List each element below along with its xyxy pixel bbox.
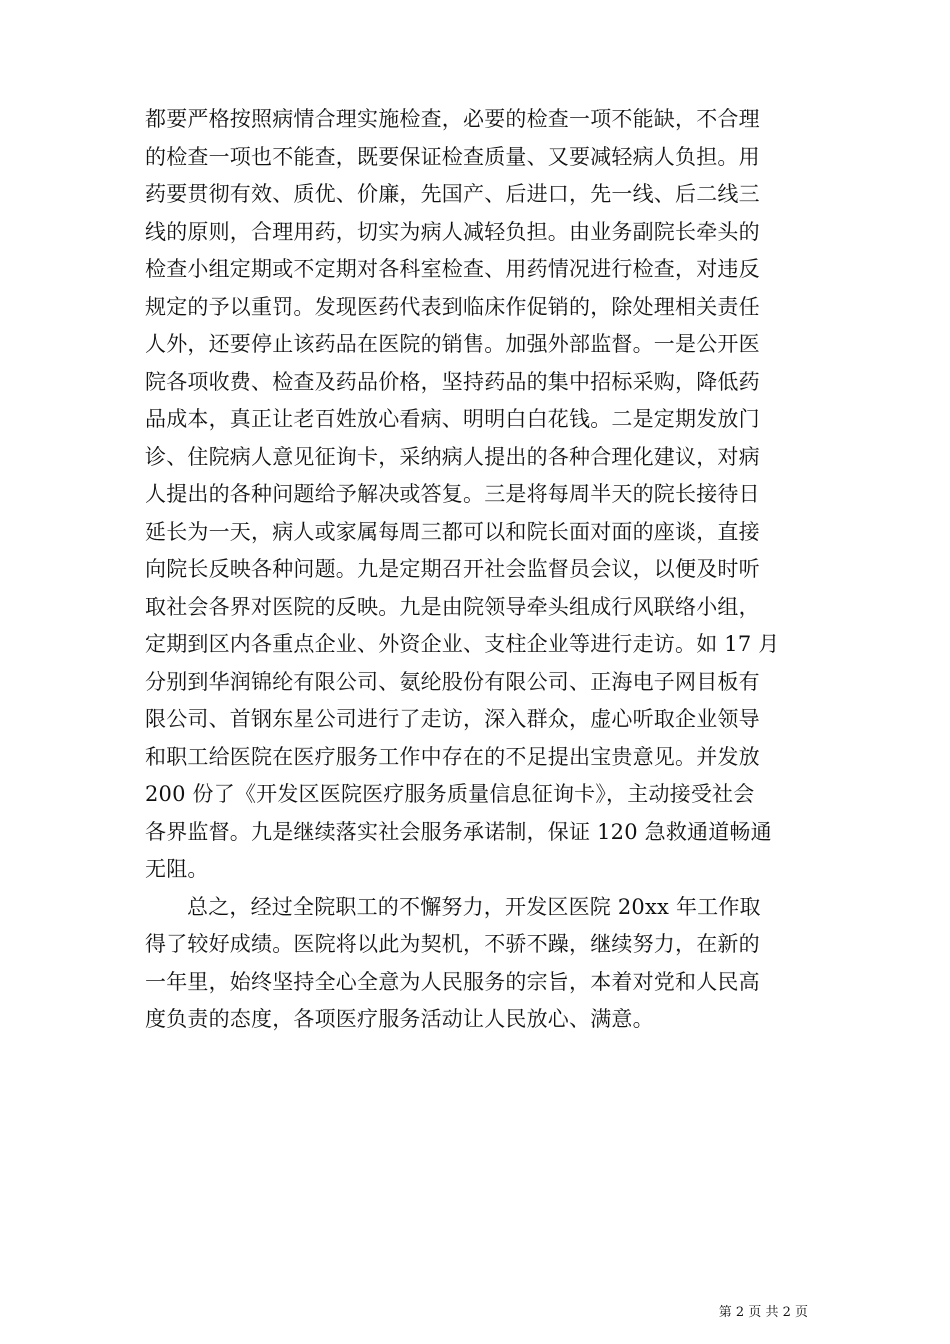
text-line: 200 份了《开发区医院医疗服务质量信息征询卡》，主动接受社会: [145, 782, 755, 806]
text-line: 人提出的各种问题给予解决或答复。三是将每周半天的院长接待日: [145, 482, 760, 506]
text-line: 人外，还要停止该药品在医院的销售。加强外部监督。一是公开医: [145, 332, 760, 356]
text-line: 规定的予以重罚。发现医药代表到临床作促销的，除处理相关责任: [145, 294, 760, 319]
text-line: 延长为一天，病人或家属每周三都可以和院长面对面的座谈，直接: [145, 519, 760, 544]
body-text: [145, 101, 810, 1039]
text-line: 院各项收费、检查及药品价格，坚持药品的集中招标采购，降低药: [145, 369, 760, 394]
text-line: 线的原则，合理用药，切实为病人减轻负担。由业务副院长牵头的: [145, 219, 760, 244]
text-line: 分别到华润锦纶有限公司、氨纶股份有限公司、正海电子网目板有: [145, 669, 760, 694]
text-line: 无阻。: [145, 857, 209, 881]
text-line: 品成本，真正让老百姓放心看病、明明白白花钱。二是定期发放门: [145, 407, 760, 431]
text-line: 限公司、首钢东星公司进行了走访，深入群众，虚心听取企业领导: [145, 707, 760, 731]
text-line: 度负责的态度，各项医疗服务活动让人民放心、满意。: [145, 1007, 654, 1031]
page-number-footer: 第 2 页 共 2 页: [718, 1305, 808, 1320]
text-line: 诊、住院病人意见征询卡，采纳病人提出的各种合理化建议，对病: [145, 444, 760, 469]
text-line: 得了较好成绩。医院将以此为契机，不骄不躁，继续努力，在新的: [145, 932, 760, 956]
text-line: 都要严格按照病情合理实施检查，必要的检查一项不能缺，不合理: [145, 107, 760, 131]
text-line: 各界监督。九是继续落实社会服务承诺制，保证 120 急救通道畅通: [145, 819, 772, 844]
text-line: 定期到区内各重点企业、外资企业、支柱企业等进行走访。如 17 月: [145, 632, 780, 656]
text-line: 向院长反映各种问题。九是定期召开社会监督员会议，以便及时听: [145, 557, 760, 581]
text-line: 和职工给医院在医疗服务工作中存在的不足提出宝贵意见。并发放: [145, 744, 760, 769]
text-line: 总之，经过全院职工的不懈努力，开发区医院 20xx 年工作取: [187, 894, 761, 919]
text-line: 取社会各界对医院的反映。九是由院领导牵头组成行风联络小组，: [145, 594, 760, 619]
text-line: 检查小组定期或不定期对各科室检查、用药情况进行检查，对违反: [145, 257, 760, 281]
text-line: 药要贯彻有效、质优、价廉，先国产、后进口，先一线、后二线三: [145, 182, 760, 206]
text-line: 一年里，始终坚持全心全意为人民服务的宗旨，本着对党和人民高: [145, 969, 760, 994]
text-line: 的检查一项也不能查，既要保证检查质量、又要减轻病人负担。用: [145, 144, 760, 169]
